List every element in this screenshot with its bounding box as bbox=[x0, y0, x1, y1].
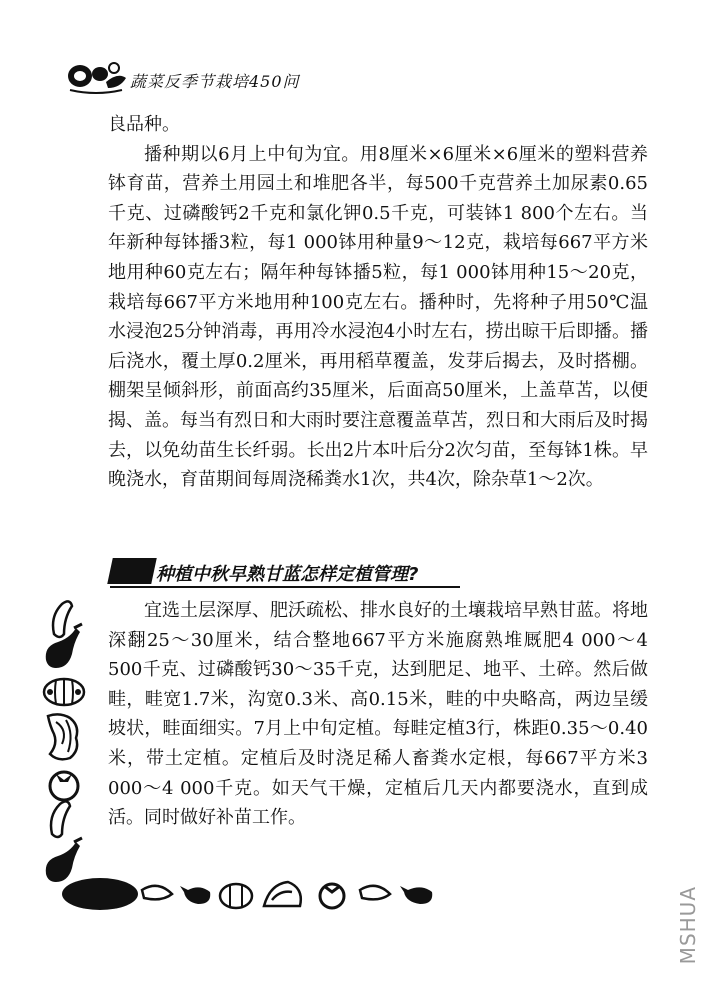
side-vegetable-icons bbox=[40, 598, 90, 888]
vegetable-logo-icon bbox=[66, 60, 128, 94]
pumpkin-icon bbox=[44, 679, 84, 705]
section-heading bbox=[110, 556, 490, 590]
cabbage-icon bbox=[264, 882, 301, 906]
paragraph: 宜选土层深厚、肥沃疏松、排水良好的土壤栽培早熟甘蓝。将地深翻25～30厘米，结合整地667平方米施腐熟堆厩肥4 000～4 500千克、过磷酸钙30～35千克，达到肥足、地平、土碎。然后做畦，畦宽1.7米，沟宽0.3米、高0.15米，畦的中央略高，两边呈缓坡状，畦面细实。7月上中旬定植。每畦定植3行，株距0.35～0.40米，带土定植。定植后及时浇足稀人畜粪水定根，每667平方米3 000～4 000千克。如天气干燥，定植后几天内都要浇水，直到成活。同时做好补苗工作。 bbox=[108, 600, 648, 829]
cucumber-icon bbox=[53, 601, 72, 637]
running-header-title: 蔬菜反季节栽培450问 bbox=[130, 72, 300, 91]
watermark bbox=[676, 886, 700, 982]
eggplant-icon bbox=[400, 886, 432, 904]
eggplant-icon bbox=[180, 886, 210, 904]
paragraph: 良品种。 bbox=[108, 114, 180, 135]
leaf-blob-icon bbox=[62, 878, 138, 910]
paragraph: 播种期以6月上中旬为宜。用8厘米×6厘米×6厘米的塑料营养钵育苗，营养土用园土和堆肥各半，每500千克营养土加尿素0.65千克、过磷酸钙2千克和氯化钾0.5千克，可装钵1 800个左右。当年新种每钵播3粒，每1 000钵用种量9～12克，栽培每667平方米地用种60克左右；隔年种每钵播5粒，每1 000钵用种15～20克，栽培每667平方米地用种100克左右。播种时，先将种子用50℃温水浸泡25分钟消毒，再用冷水浸泡4小时左右，捞出晾干后即播。播后浇水，覆土厚0.2厘米，再用稻草覆盖，发芽后揭去，及时搭棚。棚架呈倾斜形，前面高约35厘米，后面高50厘米，上盖草苫，以便揭、盖。每当有烈日和大雨时要注意覆盖草苫，烈日和大雨后及时揭去，以免幼苗生长纤弱。长出2片本叶后分2次匀苗，至每钵1株。早晚浇水，育苗期间每周浇稀粪水1次，共4次，除杂草1～2次。 bbox=[108, 143, 648, 491]
section-heading-text: 种植中秋早熟甘蓝怎样定植管理? bbox=[156, 564, 419, 585]
pumpkin-icon bbox=[220, 884, 252, 908]
cabbage-icon bbox=[48, 714, 77, 759]
cucumber-icon bbox=[51, 801, 70, 837]
cucumber-icon bbox=[360, 886, 390, 900]
section-body bbox=[108, 596, 648, 833]
tomato-icon bbox=[50, 772, 78, 800]
tomato-icon bbox=[320, 884, 344, 908]
heading-underline bbox=[110, 586, 460, 588]
body-text bbox=[108, 110, 648, 495]
cucumber-icon bbox=[142, 886, 172, 900]
watermark-text: MSHUA bbox=[676, 886, 700, 965]
heading-marker bbox=[107, 558, 157, 584]
bottom-vegetable-row bbox=[60, 870, 450, 920]
running-header bbox=[66, 60, 486, 100]
